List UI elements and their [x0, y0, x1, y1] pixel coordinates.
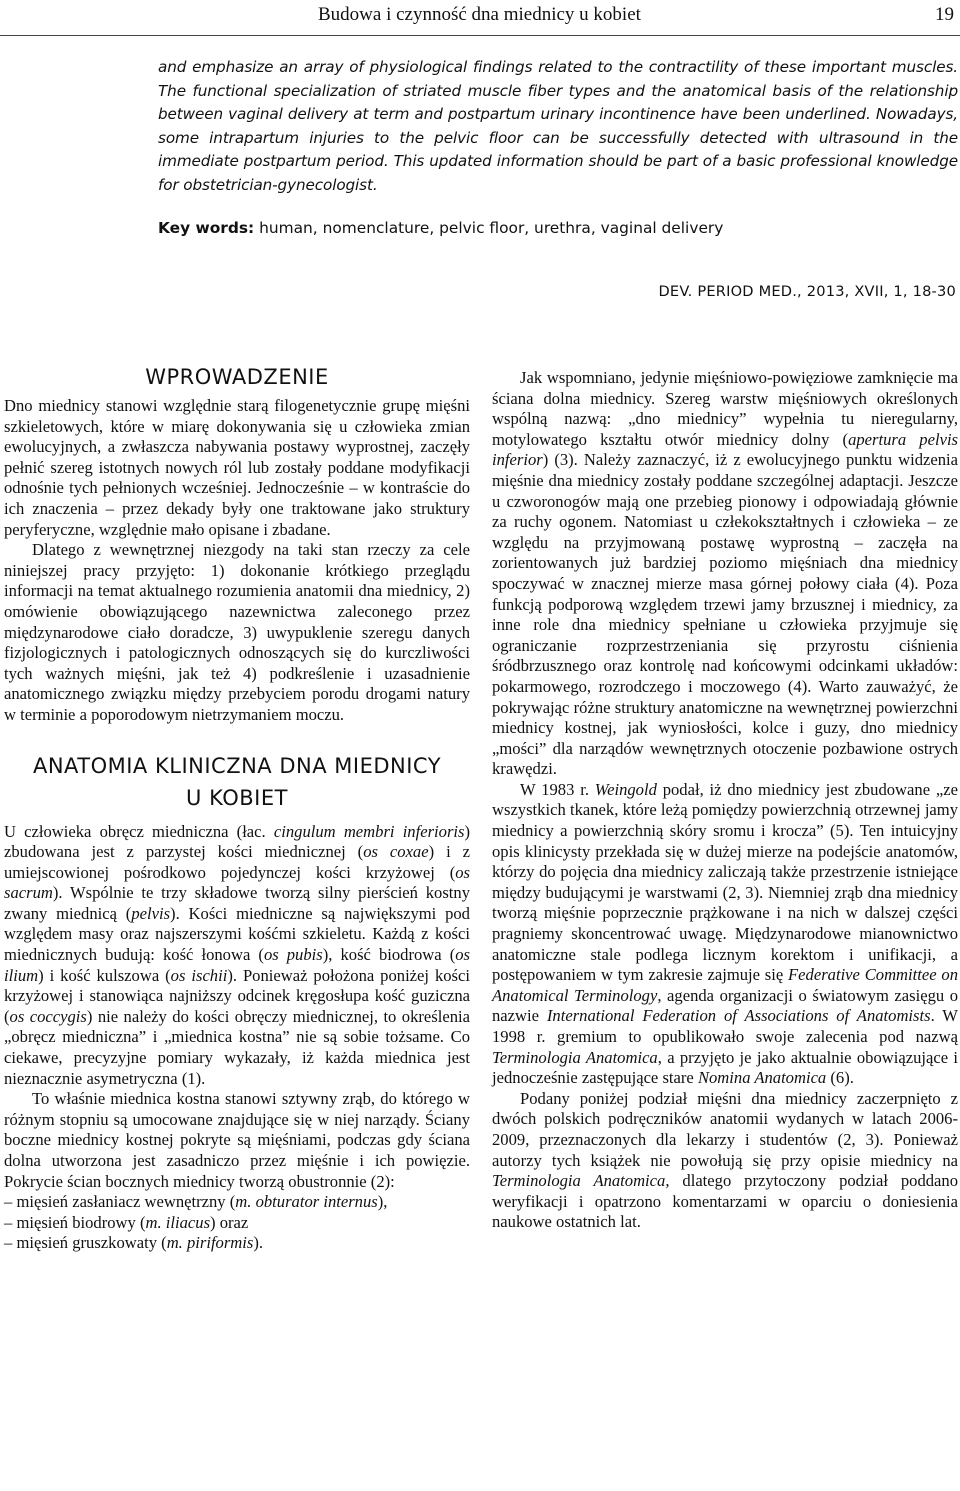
list-item: – mięsień zasłaniacz wewnętrzny (m. obturator internus),: [4, 1192, 388, 1212]
left-column: [4, 362, 470, 1254]
right-paragraph-3: Podany poniżej podział mięśni dna miednicy zaczerpnięto z dwóch polskich podręczników anatomii wydanych w latach 2006-2009, przeznaczonych dla lekarzy i studentów (2, 3). Ponieważ autorzy tych książek nie powołują się przy opisie miednicy na Terminologia Anatomica, dlatego przytoczony podział poddano weryfikacji i opatrzono komentarzami w oparciu o doniesienia naukowe ostatnich lat.: [492, 1088, 958, 1232]
keywords-value: human, nomenclature, pelvic floor, urethra, vaginal delivery: [259, 219, 724, 237]
anatomy-paragraph-1: U człowieka obręcz miedniczna (łac. cingulum membri inferioris) zbudowana jest z parzystej kości miednicznej (os coxae) i z umiejscowionej pośrodkowo pojedynczej kości krzyżowej (os sacrum). Wspólnie te trzy składowe tworzą silny pierścień kostny zwany miednicą (pelvis). Kości miedniczne są największymi pod względem masy oraz najszerszymi kośćmi szkieletu. Każdą z kości miednicznych budują: kość łonowa (os pubis), kość biodrowa (os ilium) i kość kulszowa (os ischii). Ponieważ położona poniżej kości krzyżowej i stanowiąca najniższy odcinek kręgosłupa kość guziczna (os coccygis) nie należy do kości obręczy miednicznej, to określenia „obręcz miedniczna” i „miednica kostna” nie są sobie tożsame. Co ciekawe, precyzyjne pomiary wykazały, iż każda miednica jest nieznacznie asymetryczna (1).: [4, 821, 471, 1088]
right-paragraph-1: Jak wspomniano, jedynie mięśniowo-powięziowe zamknięcie ma ściana dolna miednicy. Szereg warstw mięśniowych określonych wspólną nazwą: „dno miednicy” wypełnia tu nieregularny, motylowatego kształtu otwór miednicy dolny (apertura pelvis inferior) (3). Należy zaznaczyć, iż z ewolucyjnego punktu widzenia mięśnie dna miednicy zostały poddane szczególnej adaptacji. Jeszcze u czworonogów mają one przebieg pionowy i odpowiadają głównie za ruchy ogonem. Natomiast u człekokształtnych i człowieka – ze względu na przyjmowaną postawę wyprostną – zaczęła na zorientowanych już bardziej poziomo mięśniach dna miednicy spoczywać w znacznej mierze masa górnej połowy ciała (4). Poza funkcją podporową względem trzewi jamy brzusznej i miednicy, za inne role dna miednicy spełniane u człowieka przyjmuje się ograniczanie rozprzestrzeniania się przyrostu ciśnienia śródbrzusznego oraz kontrolę nad końcowymi odcinkami układów: pokarmowego, rozrodczego i moczowego (4). Warto zauważyć, że pokrywając różne struktury anatomiczne na wewnętrznej powierzchni miednicy kostnej, jak wyniosłości, kolce i guzy, dno miednicy „mości” dla narządów wewnętrznych otoczenie pozbawione ostrych krawędzi.: [492, 368, 959, 779]
muscle-list: [4, 1192, 470, 1254]
right-paragraph-2: W 1983 r. Weingold podał, iż dno miednicy jest zbudowane „ze wszystkich tkanek, które leżą pomiędzy powierzchnią otrzewnej jamy miednicy a powierzchnią skóry sromu i krocza” (5). Ten intuicyjny opis klinicysty przekłada się w dużej mierze na podejście anatomów, którzy do pojęcia dna miednicy zaliczają także przestrzenie istniejące między budującymi je warstwami (2, 3). Niemniej zrąb dna miednicy tworzą mięśnie poprzecznie prążkowane i na nich w dalszej części pragniemy skoncentrować uwagę. Międzynarodowe mianownictwo anatomiczne stale podlega licznym korektom i unifikacji, a postępowaniem w tym zakresie zajmuje się Federative Committee on Anatomical Terminology, agenda organizacji o światowym zasięgu o nazwie International Federation of Associations of Anatomists. W 1998 r. gremium to opublikowało swoje zalecenia pod nazwą Terminologia Anatomica, a przyjęto je jako aktualnie obowiązujące i jednocześnie zastępujące stare Nomina Anatomica (6).: [492, 779, 959, 1088]
abstract-text: and emphasize an array of physiological findings related to the contractility of these important muscles. The functional specialization of striated muscle fiber types and the anatomical basis of the relationship between vaginal delivery at term and postpartum urinary incontinence have been underlined. Nowadays, some intrapartum injuries to the pelvic floor can be successfully detected with ultrasound in the immediate postpartum period. This updated information should be part of a basic professional knowledge for obstetrician-gynecologist.: [158, 58, 958, 194]
list-item: – mięsień gruszkowaty (m. piriformis).: [4, 1233, 264, 1253]
page-number: 19: [935, 4, 954, 25]
right-column: [492, 368, 958, 1233]
list-item: – mięsień biodrowy (m. iliacus) oraz: [4, 1212, 249, 1232]
journal-citation: DEV. PERIOD MED., 2013, XVII, 1, 18-30: [658, 283, 956, 300]
keywords: [158, 219, 958, 237]
heading-line-2: U KOBIET: [186, 785, 288, 810]
running-head-title: Budowa i czynność dna miednicy u kobiet: [318, 4, 641, 25]
intro-paragraph-1: Dno miednicy stanowi względnie starą filogenetycznie grupę mięśni szkieletowych, które w miarę dokonywania się u człowieka zmian ewolucyjnych, a zwłaszcza nabywania postawy wyprostnej, zaczęły pełnić szereg istotnych nowych ról lub zostały poddane modyfikacji odnośnie tych pełnionych wcześniej. Jednocześnie – w kontraście do ich znaczenia – przez dekady były one traktowane jako struktury peryferyczne, względnie mało opisane i zbadane.: [4, 396, 470, 539]
section-heading-clinical-anatomy: [4, 750, 470, 814]
intro-paragraph-2: Dlatego z wewnętrznej niezgody na taki stan rzeczy za cele niniejszej pracy przyjęto: 1) dokonanie krótkiego przeglądu informacji na temat aktualnego rozumienia anatomii dna miednicy, 2) omówienie obowiązującego nazewnictwa zaleconego przez międzynarodowe ciało doradcze, 3) uwypuklenie szeregu danych fizjologicznych i patologicznych odnoszących się do kurczliwości tych ważnych mięśni, jak też 4) podkreślenie i uzasadnienie anatomicznego związku między przebyciem porodu drogami natury w terminie a poporodowym nietrzymaniem moczu.: [4, 540, 470, 724]
keywords-label: Key words:: [158, 219, 255, 237]
anatomy-paragraph-2: To właśnie miednica kostna stanowi sztywny zrąb, do którego w różnym stopniu są umocowane znajdujące się w niej narządy. Ściany boczne miednicy kostnej pokryte są mięśniami, podczas gdy ściana dolna utworzona jest zasadniczo przez mięśnie i ich powięzie. Pokrycie ścian bocznych miednicy tworzą obustronnie (2):: [4, 1089, 470, 1191]
section-heading-introduction: WPROWADZENIE: [145, 365, 329, 389]
heading-line-1: ANATOMIA KLINICZNA DNA MIEDNICY: [32, 753, 442, 778]
running-head: [0, 0, 960, 36]
